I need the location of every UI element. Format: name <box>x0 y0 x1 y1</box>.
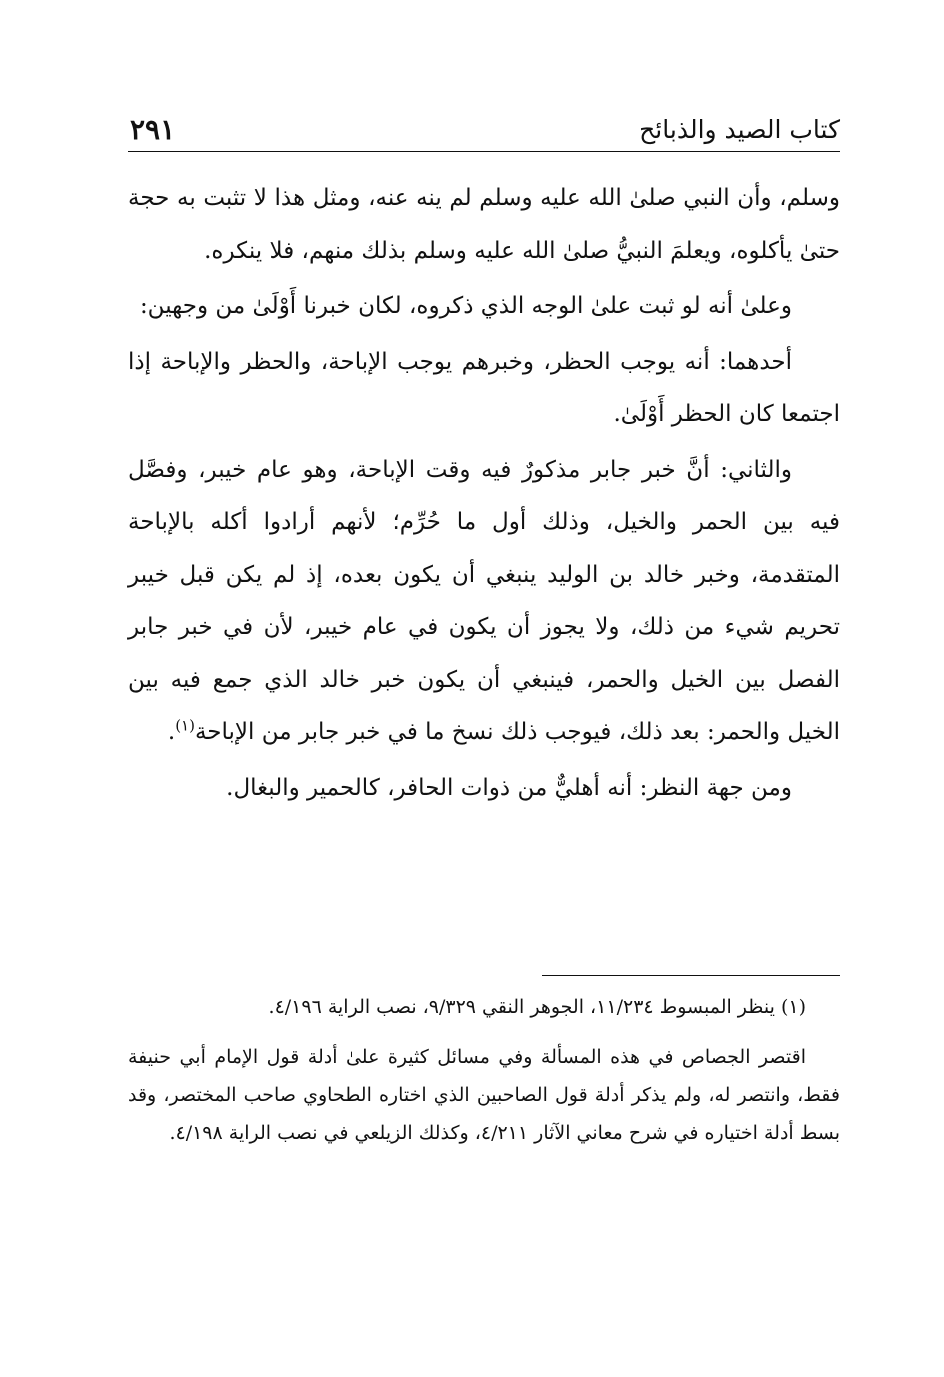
paragraph-1: وسلم، وأن النبي صلىٰ الله عليه وسلم لم ينه عنه، ومثل هذا لا تثبت به حجة حتىٰ يأكلوه، ويعلمَ النبيُّ صلىٰ الله عليه وسلم بذلك منهم، فلا ينكره. <box>128 185 840 264</box>
paragraph-4-text: والثاني: أنَّ خبر جابر مذكورٌ فيه وقت الإباحة، وهو عام خيبر، وفصَّل فيه بين الحمر والخيل، وذلك أول ما حُرِّم؛ لأنهم أرادوا أكله بالإباحة المتقدمة، وخبر خالد بن الوليد ينبغي أن يكون بعده، إذ لم يكن قبل خيبر تحريم شيء من ذلك، ولا يجوز أن يكون في عام خيبر، لأن في خبر جابر الفصل بين الخيل والحمر، فينبغي أن يكون خبر خالد الذي جمع فيه بين الخيل والحمر: بعد ذلك، فيوجب ذلك نسخ ما في خبر جابر من الإباحة <box>128 456 840 745</box>
page-number: ٢٩١ <box>130 113 176 146</box>
footnote-1-commentary: اقتصر الجصاص في هذه المسألة وفي مسائل كثيرة علىٰ أدلة قول الإمام أبي حنيفة فقط، وانتصر له، ولم يذكر أدلة قول الصاحبين الذي اختاره الطحاوي صاحب المختصر، وقد بسط أدلة اختياره في شرح معاني الآثار ٤/٢١١، وكذلك الزيلعي في نصب الراية ٤/١٩٨. <box>128 1046 840 1144</box>
paragraph-4-period: . <box>167 719 176 745</box>
chapter-title: كتاب الصيد والذبائح <box>639 115 840 144</box>
main-text <box>128 172 840 817</box>
paragraph-2: وعلىٰ أنه لو ثبت علىٰ الوجه الذي ذكروه، لكان خبرنا أَوْلَىٰ من وجهين: <box>139 293 792 319</box>
footnote-separator <box>542 975 840 976</box>
header-rule <box>128 151 840 152</box>
footnotes <box>128 988 840 1164</box>
footnote-1: (١) ينظر المبسوط ١١/٢٣٤، الجوهر النقي ٩/٣٢٩، نصب الراية ٤/١٩٦. <box>268 996 806 1018</box>
paragraph-3: أحدهما: أنه يوجب الحظر، وخبرهم يوجب الإباحة، والحظر والإباحة إذا اجتمعا كان الحظر أَوْلَىٰ. <box>128 348 840 427</box>
footnote-reference: (١) <box>175 716 195 735</box>
running-header <box>128 108 840 152</box>
paragraph-4 <box>128 444 840 759</box>
paragraph-5: ومن جهة النظر: أنه أهليٌّ من ذوات الحافر، كالحمير والبغال. <box>226 774 792 801</box>
